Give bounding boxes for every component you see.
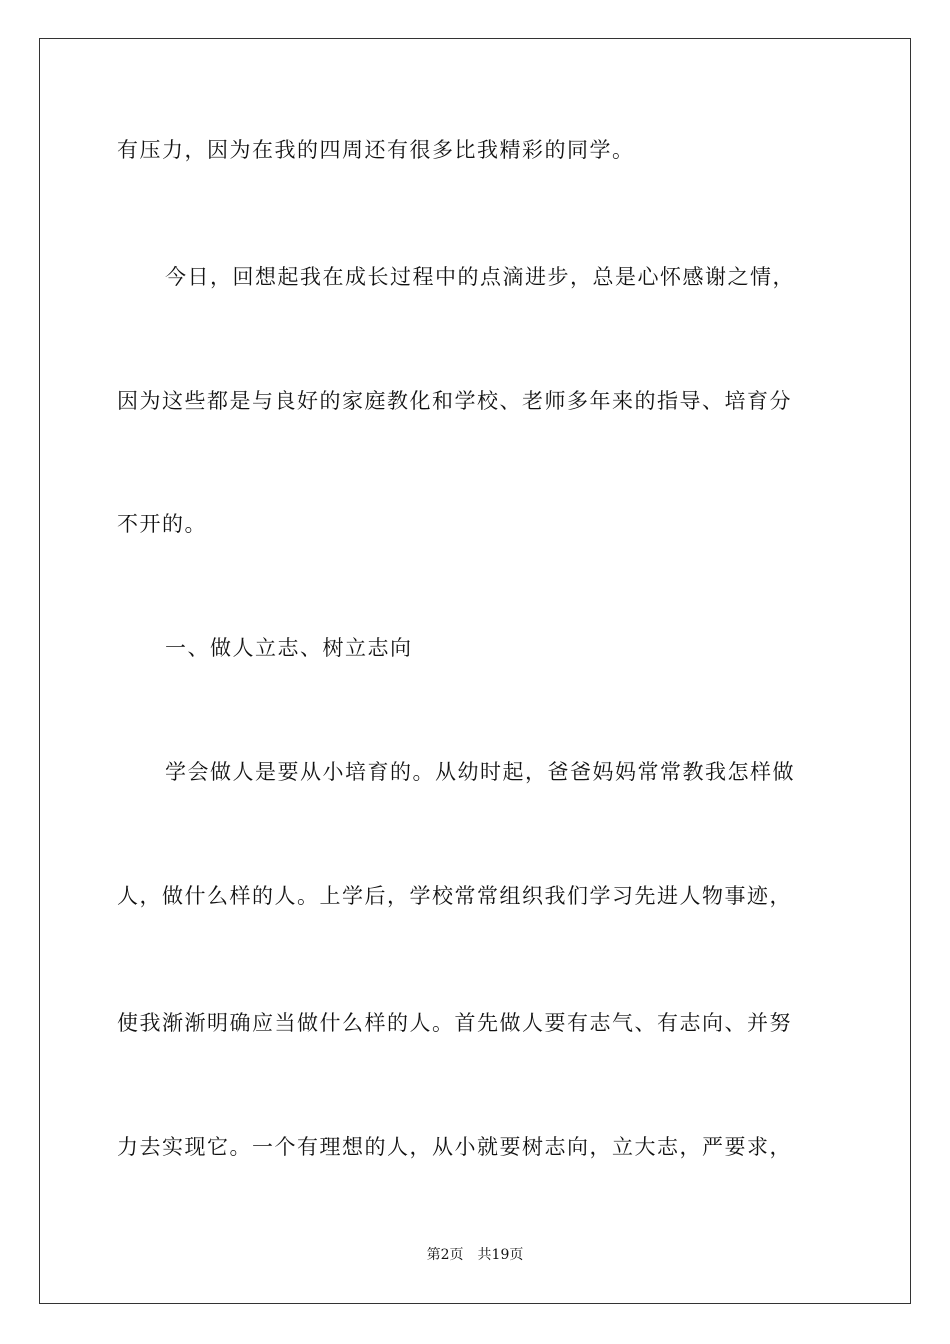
body-line-7: 人，做什么样的人。上学后，学校常常组织我们学习先进人物事迹， xyxy=(117,884,792,908)
body-line-1: 有压力，因为在我的四周还有很多比我精彩的同学。 xyxy=(117,138,635,162)
body-line-8: 使我渐渐明确应当做什么样的人。首先做人要有志气、有志向、并努 xyxy=(117,1011,792,1035)
body-line-2: 今日，回想起我在成长过程中的点滴进步，总是心怀感谢之情， xyxy=(165,265,795,289)
page-border xyxy=(39,38,911,1304)
body-line-4: 不开的。 xyxy=(117,512,207,536)
body-line-9: 力去实现它。一个有理想的人，从小就要树志向，立大志，严要求， xyxy=(117,1135,792,1159)
body-line-3: 因为这些都是与良好的家庭教化和学校、老师多年来的指导、培育分 xyxy=(117,389,792,413)
section-heading: 一、做人立志、树立志向 xyxy=(165,636,413,660)
page-number-footer: 第2页 共19页 xyxy=(426,1247,524,1263)
body-line-6: 学会做人是要从小培育的。从幼时起，爸爸妈妈常常教我怎样做 xyxy=(165,760,795,784)
